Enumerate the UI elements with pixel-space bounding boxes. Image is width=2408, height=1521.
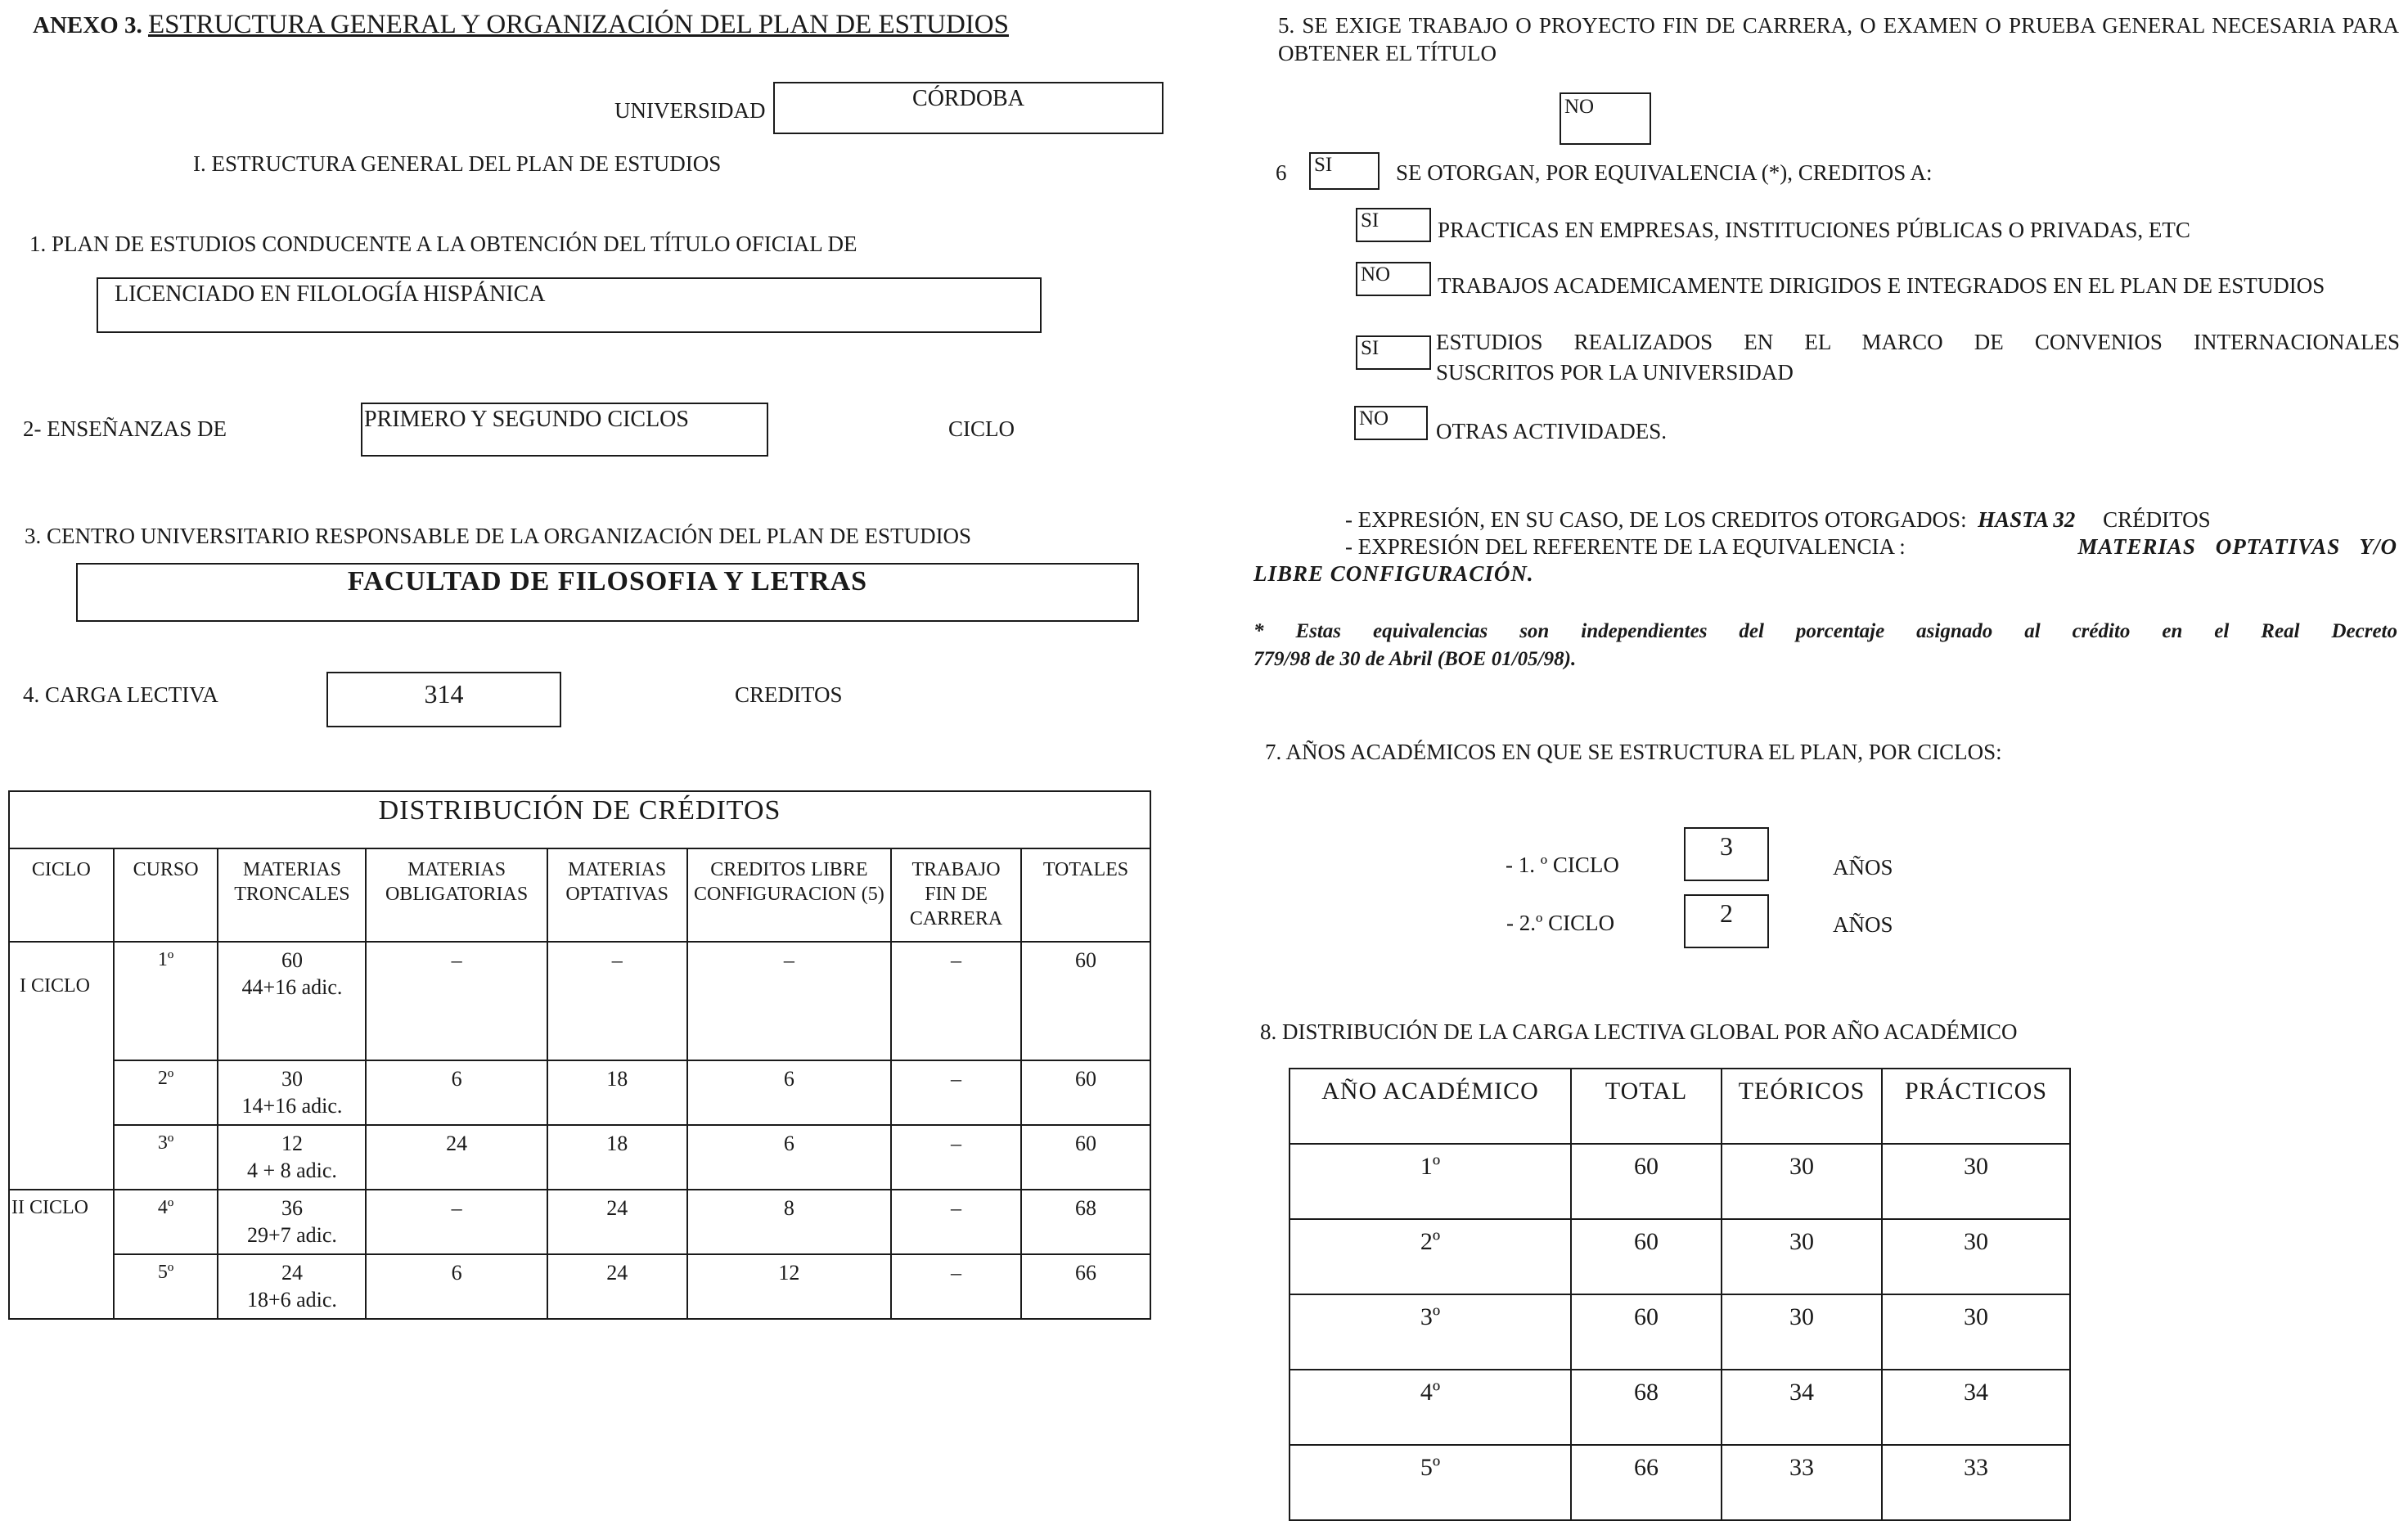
- troncales-detail: 44+16 adic.: [241, 974, 343, 999]
- ciclo-2-cell: II CICLO: [9, 1190, 114, 1319]
- table-row: [9, 942, 1150, 1060]
- total-cell: 60: [1571, 1219, 1722, 1294]
- practicos-cell: 30: [1882, 1294, 2070, 1370]
- troncales-detail: 18+6 adic.: [246, 1287, 337, 1312]
- cycle2-value: 2: [1720, 898, 1733, 928]
- curso-cell: 4º: [114, 1190, 218, 1254]
- university-value: CÓRDOBA: [912, 86, 1024, 111]
- total-cell: 60: [1571, 1294, 1722, 1370]
- header-troncales: MATERIAS TRONCALES: [218, 848, 366, 942]
- libre-cell: –: [687, 942, 891, 1060]
- optativas-cell: 18: [547, 1060, 687, 1125]
- total-cell: 60: [1571, 1144, 1722, 1219]
- teoricos-cell: 33: [1722, 1445, 1882, 1520]
- university-field: [773, 82, 1163, 134]
- cycle2-label: - 2.º CICLO: [1506, 911, 1615, 935]
- cycle1-field: [1684, 827, 1769, 881]
- troncales-cell: [218, 1125, 366, 1190]
- practicos-cell: 34: [1882, 1370, 2070, 1445]
- header-obligatorias: MATERIAS OBLIGATORIAS: [366, 848, 547, 942]
- table-row: [1290, 1370, 2070, 1445]
- workload-value: 314: [424, 679, 464, 709]
- expr1-value: HASTA 32: [1978, 507, 2076, 532]
- curso-cell: 1º: [114, 942, 218, 1060]
- section-heading: I. ESTRUCTURA GENERAL DEL PLAN DE ESTUDIOS: [193, 151, 722, 176]
- item4-suffix: CREDITOS: [735, 682, 843, 707]
- header-totales: TOTALES: [1021, 848, 1150, 942]
- troncales-value: 60: [281, 948, 303, 972]
- practicos-cell: 33: [1882, 1445, 2070, 1520]
- annex-heading: [33, 10, 1009, 41]
- teoricos-cell: 30: [1722, 1219, 1882, 1294]
- distribution-title: DISTRIBUCIÓN DE CRÉDITOS: [9, 791, 1150, 848]
- libre-cell: 8: [687, 1190, 891, 1254]
- teaching-field: [361, 403, 768, 457]
- option-1-field: [1356, 208, 1431, 242]
- year-cell: 1º: [1290, 1144, 1571, 1219]
- university-label: UNIVERSIDAD: [614, 98, 766, 123]
- cycle1-label: - 1. º CICLO: [1506, 853, 1619, 877]
- option-3-text-cont: SUSCRITOS POR LA UNIVERSIDAD: [1436, 360, 1794, 385]
- optativas-cell: –: [547, 942, 687, 1060]
- footnote-line-1: * Estas equivalencias son independientes del porcentaje asignado al crédito en el Real Decreto: [1254, 620, 2397, 642]
- option-3-field: [1356, 335, 1431, 370]
- totales-cell: 68: [1021, 1190, 1150, 1254]
- troncales-cell: [218, 1060, 366, 1125]
- option-2-value: NO: [1361, 263, 1391, 286]
- option-2-text: TRABAJOS ACADEMICAMENTE DIRIGIDOS E INTEGRADOS EN EL PLAN DE ESTUDIOS: [1438, 273, 2325, 298]
- annex-title: ESTRUCTURA GENERAL Y ORGANIZACIÓN DEL PLAN DE ESTUDIOS: [147, 10, 1009, 39]
- troncales-cell: [218, 1190, 366, 1254]
- item6-text: SE OTORGAN, POR EQUIVALENCIA (*), CREDITOS A:: [1396, 160, 1933, 185]
- item8-text: 8. DISTRIBUCIÓN DE LA CARGA LECTIVA GLOBAL POR AÑO ACADÉMICO: [1260, 1019, 2018, 1044]
- troncales-cell: [218, 942, 366, 1060]
- cycle1-years: AÑOS: [1833, 855, 1893, 880]
- total-cell: 66: [1571, 1445, 1722, 1520]
- table-row: [1290, 1219, 2070, 1294]
- table-row: [9, 1060, 1150, 1125]
- obligatorias-cell: –: [366, 1190, 547, 1254]
- expr2-prefix: - EXPRESIÓN DEL REFERENTE DE LA EQUIVALENCIA :: [1345, 534, 1906, 559]
- expr1-prefix: - EXPRESIÓN, EN SU CASO, DE LOS CREDITOS OTORGADOS:: [1345, 507, 1967, 532]
- totales-cell: 60: [1021, 1060, 1150, 1125]
- libre-cell: 6: [687, 1060, 891, 1125]
- degree-field: [97, 277, 1042, 333]
- footnote-line-2: 779/98 de 30 de Abril (BOE 01/05/98).: [1254, 648, 1577, 670]
- expr2-value: MATERIAS OPTATIVAS Y/O: [2077, 534, 2397, 559]
- item2-label: 2- ENSEÑANZAS DE: [23, 416, 227, 441]
- trabajo-cell: –: [891, 942, 1021, 1060]
- year-table-header-row: [1290, 1069, 2070, 1144]
- item1-label: 1. PLAN DE ESTUDIOS CONDUCENTE A LA OBTENCIÓN DEL TÍTULO OFICIAL DE: [29, 232, 857, 256]
- year-cell: 2º: [1290, 1219, 1571, 1294]
- item2-suffix: CICLO: [948, 416, 1015, 441]
- item6-number: 6: [1276, 160, 1287, 185]
- troncales-cell: [218, 1254, 366, 1319]
- option-2-field: [1356, 262, 1431, 296]
- expr2-line: [1345, 534, 2397, 560]
- obligatorias-cell: –: [366, 942, 547, 1060]
- option-4-value: NO: [1359, 407, 1389, 430]
- item5-value: NO: [1564, 96, 1595, 118]
- teoricos-cell: 30: [1722, 1144, 1882, 1219]
- totales-cell: 66: [1021, 1254, 1150, 1319]
- ciclo-1-cell: I CICLO: [9, 942, 114, 1190]
- trabajo-cell: –: [891, 1125, 1021, 1190]
- item3-label: 3. CENTRO UNIVERSITARIO RESPONSABLE DE LA ORGANIZACIÓN DEL PLAN DE ESTUDIOS: [25, 524, 972, 548]
- item4-label: 4. CARGA LECTIVA: [23, 682, 218, 707]
- header-year: AÑO ACADÉMICO: [1290, 1069, 1571, 1144]
- optativas-cell: 24: [547, 1254, 687, 1319]
- option-4-text: OTRAS ACTIVIDADES.: [1436, 419, 1668, 443]
- obligatorias-cell: 6: [366, 1254, 547, 1319]
- cycle1-value: 3: [1720, 831, 1733, 861]
- troncales-value: 30: [281, 1067, 303, 1091]
- workload-field: [326, 672, 561, 727]
- troncales-detail: 4 + 8 adic.: [246, 1158, 337, 1182]
- header-teoricos: TEÓRICOS: [1722, 1069, 1882, 1144]
- curso-cell: 3º: [114, 1125, 218, 1190]
- header-trabajo: TRABAJO FIN DE CARRERA: [891, 848, 1021, 942]
- trabajo-cell: –: [891, 1190, 1021, 1254]
- obligatorias-cell: 24: [366, 1125, 547, 1190]
- center-field: [76, 563, 1139, 622]
- item5-field: [1560, 92, 1651, 145]
- year-cell: 4º: [1290, 1370, 1571, 1445]
- totales-cell: 60: [1021, 942, 1150, 1060]
- degree-value: LICENCIADO EN FILOLOGÍA HISPÁNICA: [115, 281, 546, 307]
- table-row: [1290, 1294, 2070, 1370]
- expr1-line: [1345, 507, 2211, 533]
- practicos-cell: 30: [1882, 1219, 2070, 1294]
- optativas-cell: 24: [547, 1190, 687, 1254]
- expr2-value-cont: LIBRE CONFIGURACIÓN.: [1254, 561, 1534, 586]
- table-row: [9, 1190, 1150, 1254]
- year-cell: 5º: [1290, 1445, 1571, 1520]
- table-row: [9, 1254, 1150, 1319]
- table-row: [1290, 1144, 2070, 1219]
- totales-cell: 60: [1021, 1125, 1150, 1190]
- libre-cell: 12: [687, 1254, 891, 1319]
- troncales-detail: 14+16 adic.: [241, 1093, 343, 1118]
- optativas-cell: 18: [547, 1125, 687, 1190]
- curso-cell: 2º: [114, 1060, 218, 1125]
- troncales-value: 36: [281, 1196, 303, 1220]
- practicos-cell: 30: [1882, 1144, 2070, 1219]
- libre-cell: 6: [687, 1125, 891, 1190]
- center-value: FACULTAD DE FILOSOFIA Y LETRAS: [347, 566, 868, 596]
- header-ciclo: CICLO: [9, 848, 114, 942]
- trabajo-cell: –: [891, 1254, 1021, 1319]
- item5-text: 5. SE EXIGE TRABAJO O PROYECTO FIN DE CARRERA, O EXAMEN O PRUEBA GENERAL NECESARIA PARA OBTENER EL TÍTULO: [1278, 13, 2399, 65]
- troncales-value: 24: [281, 1261, 303, 1285]
- item7-text: 7. AÑOS ACADÉMICOS EN QUE SE ESTRUCTURA EL PLAN, POR CICLOS:: [1265, 740, 2002, 764]
- curso-cell: 5º: [114, 1254, 218, 1319]
- header-curso: CURSO: [114, 848, 218, 942]
- credit-distribution-table: [8, 790, 1151, 1320]
- header-total: TOTAL: [1571, 1069, 1722, 1144]
- cycle2-field: [1684, 894, 1769, 948]
- teoricos-cell: 30: [1722, 1294, 1882, 1370]
- teaching-value: PRIMERO Y SEGUNDO CICLOS: [364, 407, 689, 432]
- option-1-value: SI: [1361, 209, 1380, 232]
- troncales-detail: 29+7 adic.: [246, 1222, 337, 1247]
- table-row: [9, 1125, 1150, 1190]
- item6-value: SI: [1314, 154, 1333, 176]
- item6-field: [1309, 152, 1380, 190]
- header-practicos: PRÁCTICOS: [1882, 1069, 2070, 1144]
- year-cell: 3º: [1290, 1294, 1571, 1370]
- expr1-suffix: CRÉDITOS: [2103, 507, 2211, 532]
- option-4-field: [1354, 406, 1428, 440]
- total-cell: 68: [1571, 1370, 1722, 1445]
- table-row: [1290, 1445, 2070, 1520]
- trabajo-cell: –: [891, 1060, 1021, 1125]
- annex-label: ANEXO 3.: [33, 12, 142, 38]
- option-3-text: ESTUDIOS REALIZADOS EN EL MARCO DE CONVENIOS INTERNACIONALES: [1436, 330, 2400, 354]
- cycle2-years: AÑOS: [1833, 912, 1893, 937]
- distribution-header-row: [9, 848, 1150, 942]
- troncales-value: 12: [281, 1132, 303, 1155]
- obligatorias-cell: 6: [366, 1060, 547, 1125]
- header-optativas: MATERIAS OPTATIVAS: [547, 848, 687, 942]
- teoricos-cell: 34: [1722, 1370, 1882, 1445]
- header-libre: CREDITOS LIBRE CONFIGURACION (5): [687, 848, 891, 942]
- option-3-value: SI: [1361, 337, 1380, 359]
- option-1-text: PRACTICAS EN EMPRESAS, INSTITUCIONES PÚBLICAS O PRIVADAS, ETC: [1438, 218, 2190, 242]
